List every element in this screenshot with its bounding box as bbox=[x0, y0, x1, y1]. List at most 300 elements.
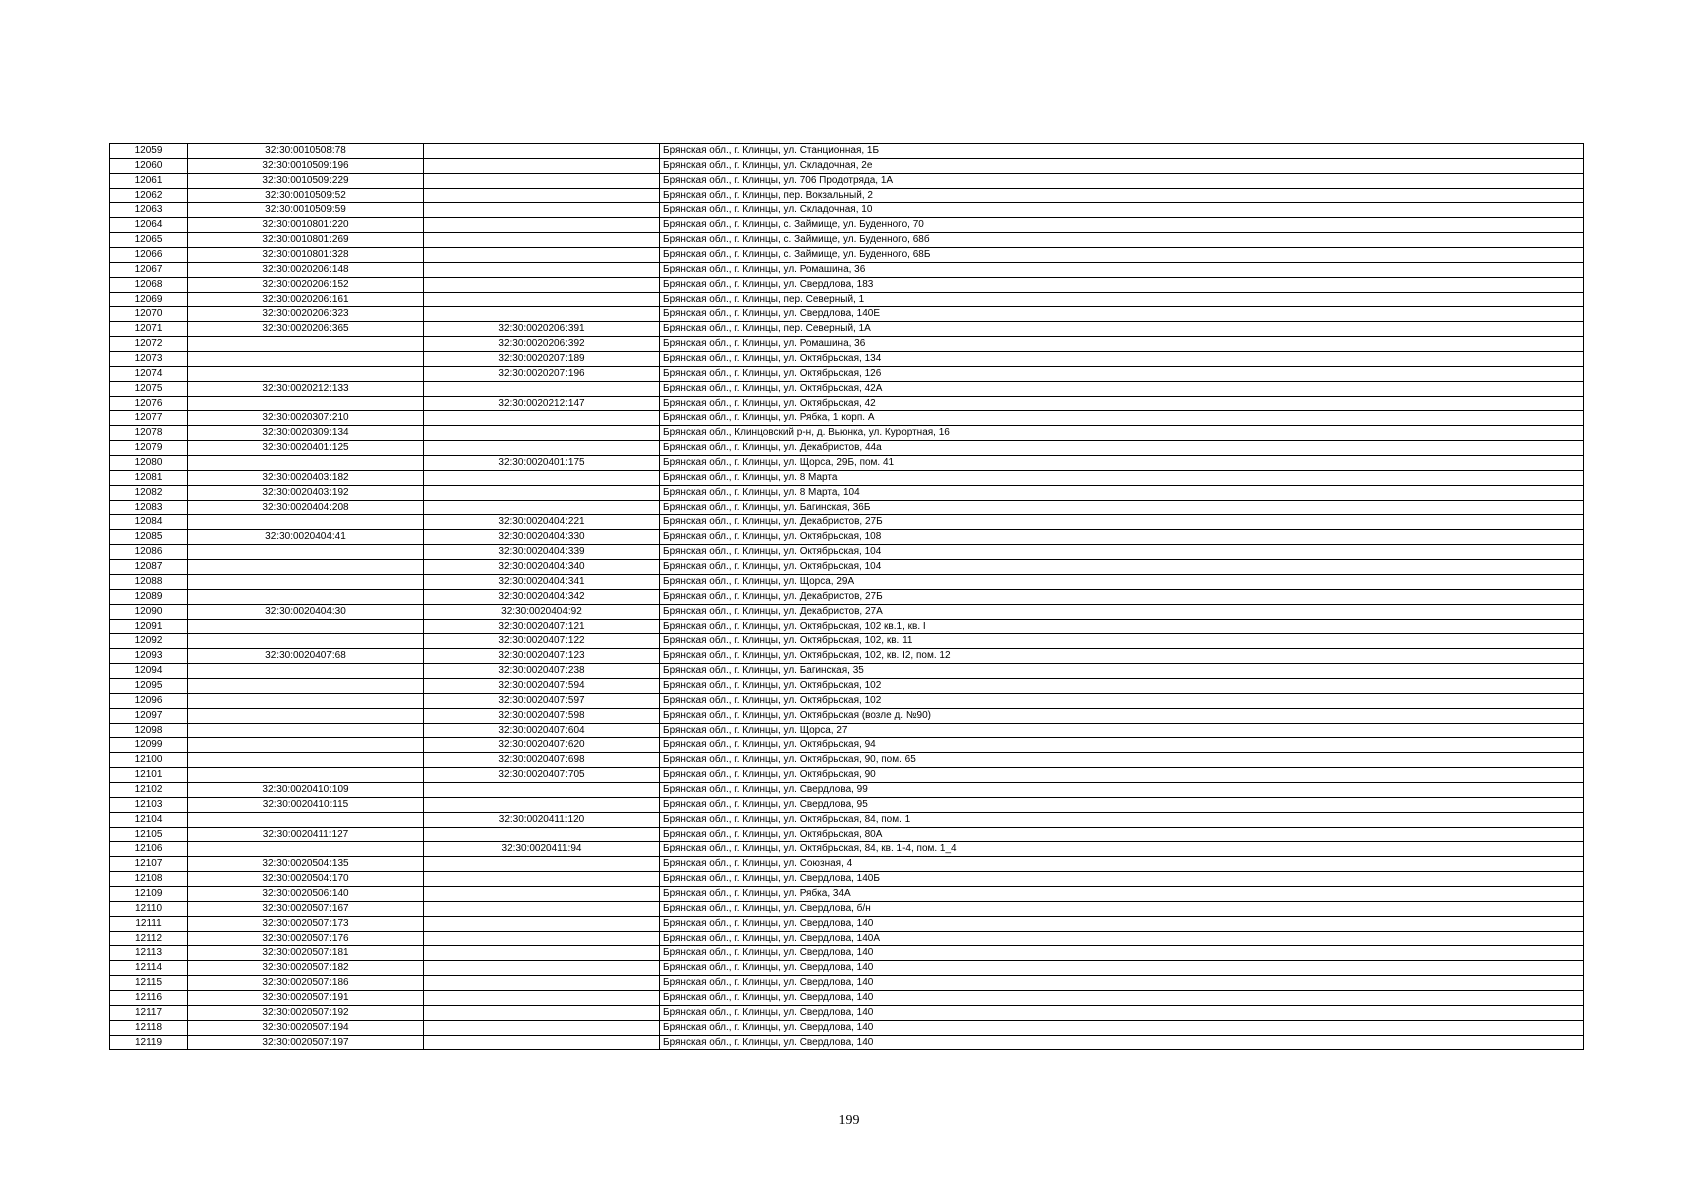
table-row bbox=[110, 381, 1584, 396]
table-row bbox=[110, 1005, 1584, 1020]
row-number-cell: 12079 bbox=[110, 441, 188, 456]
address-cell: Брянская обл., г. Клинцы, пер. Северный, 1А bbox=[660, 322, 1584, 337]
table-row bbox=[110, 515, 1584, 530]
table-row bbox=[110, 441, 1584, 456]
cadastral-number-cell: 32:30:0020507:186 bbox=[188, 976, 424, 991]
cadastral-number-cell: 32:30:0010509:59 bbox=[188, 203, 424, 218]
address-cell: Брянская обл., г. Клинцы, ул. Багинская, 36Б bbox=[660, 500, 1584, 515]
table-row bbox=[110, 500, 1584, 515]
table-row bbox=[110, 158, 1584, 173]
address-cell: Брянская обл., г. Клинцы, пер. Вокзальный, 2 bbox=[660, 188, 1584, 203]
cadastral-number-cell: 32:30:0020507:181 bbox=[188, 946, 424, 961]
address-cell: Брянская обл., г. Клинцы, ул. Свердлова, 140 bbox=[660, 916, 1584, 931]
table-row bbox=[110, 649, 1584, 664]
cadastral-number-cell bbox=[188, 708, 424, 723]
related-cadastral-number-cell bbox=[424, 277, 660, 292]
address-cell: Брянская обл., г. Клинцы, ул. Октябрьская, 80А bbox=[660, 827, 1584, 842]
address-cell: Брянская обл., г. Клинцы, ул. Свердлова, 140 bbox=[660, 961, 1584, 976]
table-row bbox=[110, 753, 1584, 768]
related-cadastral-number-cell bbox=[424, 886, 660, 901]
cadastral-number-cell: 32:30:0020507:176 bbox=[188, 931, 424, 946]
address-cell: Брянская обл., г. Клинцы, ул. Октябрьская, 102 bbox=[660, 693, 1584, 708]
row-number-cell: 12097 bbox=[110, 708, 188, 723]
address-cell: Брянская обл., г. Клинцы, ул. Свердлова, 140 bbox=[660, 1020, 1584, 1035]
row-number-cell: 12098 bbox=[110, 723, 188, 738]
table-row bbox=[110, 797, 1584, 812]
table-row bbox=[110, 678, 1584, 693]
row-number-cell: 12075 bbox=[110, 381, 188, 396]
address-cell: Брянская обл., г. Клинцы, ул. Свердлова, 140Б bbox=[660, 872, 1584, 887]
table-row bbox=[110, 188, 1584, 203]
row-number-cell: 12061 bbox=[110, 173, 188, 188]
row-number-cell: 12112 bbox=[110, 931, 188, 946]
related-cadastral-number-cell: 32:30:0020407:121 bbox=[424, 619, 660, 634]
cadastral-number-cell: 32:30:0020401:125 bbox=[188, 441, 424, 456]
related-cadastral-number-cell: 32:30:0020401:175 bbox=[424, 456, 660, 471]
table-row bbox=[110, 574, 1584, 589]
cadastral-number-cell bbox=[188, 574, 424, 589]
row-number-cell: 12090 bbox=[110, 604, 188, 619]
address-cell: Брянская обл., г. Клинцы, ул. Багинская, 35 bbox=[660, 664, 1584, 679]
cadastral-number-cell bbox=[188, 589, 424, 604]
cadastral-number-cell bbox=[188, 693, 424, 708]
related-cadastral-number-cell bbox=[424, 946, 660, 961]
table-row bbox=[110, 396, 1584, 411]
related-cadastral-number-cell: 32:30:0020407:705 bbox=[424, 768, 660, 783]
row-number-cell: 12078 bbox=[110, 426, 188, 441]
related-cadastral-number-cell bbox=[424, 292, 660, 307]
related-cadastral-number-cell: 32:30:0020411:120 bbox=[424, 812, 660, 827]
cadastral-number-cell: 32:30:0020411:127 bbox=[188, 827, 424, 842]
address-cell: Брянская обл., г. Клинцы, ул. Октябрьская, 102 кв.1, кв. I bbox=[660, 619, 1584, 634]
cadastral-number-cell: 32:30:0020507:182 bbox=[188, 961, 424, 976]
cadastral-number-cell bbox=[188, 456, 424, 471]
address-cell: Брянская обл., г. Клинцы, ул. Октябрьская, 102, кв. 11 bbox=[660, 634, 1584, 649]
cadastral-number-cell: 32:30:0020507:167 bbox=[188, 901, 424, 916]
address-cell: Брянская обл., г. Клинцы, ул. 8 Марта, 104 bbox=[660, 485, 1584, 500]
address-cell: Брянская обл., г. Клинцы, ул. Декабристов, 27Б bbox=[660, 589, 1584, 604]
table-row bbox=[110, 218, 1584, 233]
related-cadastral-number-cell bbox=[424, 441, 660, 456]
cadastral-number-cell: 32:30:0020504:170 bbox=[188, 872, 424, 887]
related-cadastral-number-cell: 32:30:0020407:597 bbox=[424, 693, 660, 708]
cadastral-number-cell: 32:30:0010508:78 bbox=[188, 144, 424, 159]
table-row bbox=[110, 693, 1584, 708]
cadastral-number-cell: 32:30:0020507:192 bbox=[188, 1005, 424, 1020]
address-cell: Брянская обл., г. Клинцы, ул. Свердлова, 140 bbox=[660, 990, 1584, 1005]
cadastral-number-cell bbox=[188, 738, 424, 753]
address-cell: Брянская обл., г. Клинцы, ул. Октябрьская, 134 bbox=[660, 352, 1584, 367]
address-cell: Брянская обл., г. Клинцы, ул. Свердлова, 99 bbox=[660, 782, 1584, 797]
table-row bbox=[110, 262, 1584, 277]
address-cell: Брянская обл., г. Клинцы, ул. Октябрьская, 102 bbox=[660, 678, 1584, 693]
row-number-cell: 12093 bbox=[110, 649, 188, 664]
row-number-cell: 12076 bbox=[110, 396, 188, 411]
cadastral-number-cell bbox=[188, 337, 424, 352]
cadastral-number-cell bbox=[188, 634, 424, 649]
row-number-cell: 12070 bbox=[110, 307, 188, 322]
row-number-cell: 12108 bbox=[110, 872, 188, 887]
cadastral-number-cell bbox=[188, 664, 424, 679]
address-cell: Брянская обл., г. Клинцы, ул. Союзная, 4 bbox=[660, 857, 1584, 872]
address-cell: Брянская обл., г. Клинцы, ул. Октябрьская, 42А bbox=[660, 381, 1584, 396]
related-cadastral-number-cell bbox=[424, 961, 660, 976]
table-row bbox=[110, 485, 1584, 500]
related-cadastral-number-cell: 32:30:0020407:698 bbox=[424, 753, 660, 768]
address-cell: Брянская обл., г. Клинцы, ул. Ромашина, 36 bbox=[660, 337, 1584, 352]
address-cell: Брянская обл., г. Клинцы, ул. Октябрьская, 94 bbox=[660, 738, 1584, 753]
related-cadastral-number-cell bbox=[424, 470, 660, 485]
address-cell: Брянская обл., г. Клинцы, ул. Рябка, 1 корп. А bbox=[660, 411, 1584, 426]
cadastral-number-cell: 32:30:0020507:197 bbox=[188, 1035, 424, 1050]
table-row bbox=[110, 946, 1584, 961]
row-number-cell: 12081 bbox=[110, 470, 188, 485]
row-number-cell: 12085 bbox=[110, 530, 188, 545]
address-cell: Брянская обл., г. Клинцы, ул. Свердлова, б/н bbox=[660, 901, 1584, 916]
related-cadastral-number-cell: 32:30:0020407:620 bbox=[424, 738, 660, 753]
row-number-cell: 12111 bbox=[110, 916, 188, 931]
row-number-cell: 12066 bbox=[110, 248, 188, 263]
row-number-cell: 12101 bbox=[110, 768, 188, 783]
row-number-cell: 12082 bbox=[110, 485, 188, 500]
table-row bbox=[110, 812, 1584, 827]
address-cell: Брянская обл., г. Клинцы, ул. Ромашина, 36 bbox=[660, 262, 1584, 277]
table-row bbox=[110, 352, 1584, 367]
related-cadastral-number-cell bbox=[424, 158, 660, 173]
row-number-cell: 12083 bbox=[110, 500, 188, 515]
registry-table bbox=[109, 143, 1584, 1050]
cadastral-number-cell: 32:30:0020507:194 bbox=[188, 1020, 424, 1035]
address-cell: Брянская обл., г. Клинцы, ул. Рябка, 34А bbox=[660, 886, 1584, 901]
row-number-cell: 12087 bbox=[110, 560, 188, 575]
table-row bbox=[110, 619, 1584, 634]
cadastral-number-cell bbox=[188, 515, 424, 530]
table-row bbox=[110, 411, 1584, 426]
cadastral-number-cell: 32:30:0010801:328 bbox=[188, 248, 424, 263]
row-number-cell: 12072 bbox=[110, 337, 188, 352]
address-cell: Брянская обл., г. Клинцы, ул. Свердлова, 140 bbox=[660, 1035, 1584, 1050]
table-row bbox=[110, 857, 1584, 872]
related-cadastral-number-cell bbox=[424, 233, 660, 248]
table-row bbox=[110, 872, 1584, 887]
related-cadastral-number-cell bbox=[424, 990, 660, 1005]
address-cell: Брянская обл., г. Клинцы, ул. Декабристов, 44а bbox=[660, 441, 1584, 456]
row-number-cell: 12117 bbox=[110, 1005, 188, 1020]
related-cadastral-number-cell: 32:30:0020206:392 bbox=[424, 337, 660, 352]
address-cell: Брянская обл., г. Клинцы, с. Займище, ул. Буденного, 70 bbox=[660, 218, 1584, 233]
cadastral-number-cell: 32:30:0020307:210 bbox=[188, 411, 424, 426]
table-row bbox=[110, 456, 1584, 471]
cadastral-number-cell: 32:30:0020506:140 bbox=[188, 886, 424, 901]
table-row bbox=[110, 366, 1584, 381]
related-cadastral-number-cell: 32:30:0020404:330 bbox=[424, 530, 660, 545]
cadastral-number-cell bbox=[188, 560, 424, 575]
cadastral-number-cell: 32:30:0020212:133 bbox=[188, 381, 424, 396]
address-cell: Брянская обл., г. Клинцы, ул. Станционная, 1Б bbox=[660, 144, 1584, 159]
cadastral-number-cell bbox=[188, 768, 424, 783]
row-number-cell: 12106 bbox=[110, 842, 188, 857]
row-number-cell: 12096 bbox=[110, 693, 188, 708]
row-number-cell: 12074 bbox=[110, 366, 188, 381]
address-cell: Брянская обл., г. Клинцы, ул. Октябрьская, 126 bbox=[660, 366, 1584, 381]
registry-table-body bbox=[110, 144, 1584, 1050]
related-cadastral-number-cell: 32:30:0020207:196 bbox=[424, 366, 660, 381]
related-cadastral-number-cell bbox=[424, 1020, 660, 1035]
related-cadastral-number-cell bbox=[424, 782, 660, 797]
row-number-cell: 12063 bbox=[110, 203, 188, 218]
row-number-cell: 12067 bbox=[110, 262, 188, 277]
related-cadastral-number-cell bbox=[424, 262, 660, 277]
related-cadastral-number-cell: 32:30:0020404:92 bbox=[424, 604, 660, 619]
cadastral-number-cell: 32:30:0020410:115 bbox=[188, 797, 424, 812]
cadastral-number-cell: 32:30:0010509:52 bbox=[188, 188, 424, 203]
row-number-cell: 12073 bbox=[110, 352, 188, 367]
cadastral-number-cell: 32:30:0020309:134 bbox=[188, 426, 424, 441]
address-cell: Брянская обл., г. Клинцы, ул. Свердлова, 183 bbox=[660, 277, 1584, 292]
related-cadastral-number-cell: 32:30:0020407:594 bbox=[424, 678, 660, 693]
row-number-cell: 12095 bbox=[110, 678, 188, 693]
row-number-cell: 12077 bbox=[110, 411, 188, 426]
table-row bbox=[110, 560, 1584, 575]
address-cell: Брянская обл., г. Клинцы, ул. Октябрьская, 84, кв. 1-4, пом. 1_4 bbox=[660, 842, 1584, 857]
related-cadastral-number-cell bbox=[424, 931, 660, 946]
row-number-cell: 12109 bbox=[110, 886, 188, 901]
related-cadastral-number-cell bbox=[424, 857, 660, 872]
cadastral-number-cell bbox=[188, 723, 424, 738]
row-number-cell: 12069 bbox=[110, 292, 188, 307]
address-cell: Брянская обл., г. Клинцы, ул. Октябрьская, 104 bbox=[660, 560, 1584, 575]
cadastral-number-cell: 32:30:0020404:208 bbox=[188, 500, 424, 515]
cadastral-number-cell: 32:30:0020206:323 bbox=[188, 307, 424, 322]
table-row bbox=[110, 782, 1584, 797]
row-number-cell: 12099 bbox=[110, 738, 188, 753]
row-number-cell: 12114 bbox=[110, 961, 188, 976]
related-cadastral-number-cell bbox=[424, 1035, 660, 1050]
related-cadastral-number-cell bbox=[424, 411, 660, 426]
related-cadastral-number-cell bbox=[424, 485, 660, 500]
address-cell: Брянская обл., Клинцовский р-н, д. Вьюнка, ул. Курортная, 16 bbox=[660, 426, 1584, 441]
address-cell: Брянская обл., г. Клинцы, ул. Октябрьская, 102, кв. I2, пом. 12 bbox=[660, 649, 1584, 664]
related-cadastral-number-cell: 32:30:0020407:122 bbox=[424, 634, 660, 649]
address-cell: Брянская обл., г. Клинцы, ул. Октябрьская, 108 bbox=[660, 530, 1584, 545]
table-row bbox=[110, 292, 1584, 307]
cadastral-number-cell bbox=[188, 619, 424, 634]
table-row bbox=[110, 144, 1584, 159]
row-number-cell: 12059 bbox=[110, 144, 188, 159]
address-cell: Брянская обл., г. Клинцы, ул. Свердлова, 140Е bbox=[660, 307, 1584, 322]
cadastral-number-cell: 32:30:0020206:152 bbox=[188, 277, 424, 292]
table-row bbox=[110, 664, 1584, 679]
address-cell: Брянская обл., г. Клинцы, ул. Щорса, 27 bbox=[660, 723, 1584, 738]
cadastral-number-cell: 32:30:0020507:173 bbox=[188, 916, 424, 931]
cadastral-number-cell: 32:30:0010509:196 bbox=[188, 158, 424, 173]
address-cell: Брянская обл., г. Клинцы, ул. Октябрьская, 42 bbox=[660, 396, 1584, 411]
cadastral-number-cell: 32:30:0010801:269 bbox=[188, 233, 424, 248]
row-number-cell: 12107 bbox=[110, 857, 188, 872]
address-cell: Брянская обл., г. Клинцы, ул. Октябрьская, 104 bbox=[660, 545, 1584, 560]
cadastral-number-cell: 32:30:0020403:192 bbox=[188, 485, 424, 500]
row-number-cell: 12104 bbox=[110, 812, 188, 827]
address-cell: Брянская обл., г. Клинцы, пер. Северный, 1 bbox=[660, 292, 1584, 307]
related-cadastral-number-cell: 32:30:0020206:391 bbox=[424, 322, 660, 337]
table-row bbox=[110, 768, 1584, 783]
table-row bbox=[110, 842, 1584, 857]
address-cell: Брянская обл., г. Клинцы, ул. Октябрьская, 90, пом. 65 bbox=[660, 753, 1584, 768]
address-cell: Брянская обл., г. Клинцы, ул. Октябрьская (возле д. №90) bbox=[660, 708, 1584, 723]
cadastral-number-cell: 32:30:0020407:68 bbox=[188, 649, 424, 664]
address-cell: Брянская обл., г. Клинцы, ул. Декабристов, 27А bbox=[660, 604, 1584, 619]
cadastral-number-cell: 32:30:0020504:135 bbox=[188, 857, 424, 872]
row-number-cell: 12102 bbox=[110, 782, 188, 797]
related-cadastral-number-cell: 32:30:0020207:189 bbox=[424, 352, 660, 367]
cadastral-number-cell: 32:30:0020410:109 bbox=[188, 782, 424, 797]
cadastral-number-cell bbox=[188, 842, 424, 857]
related-cadastral-number-cell bbox=[424, 203, 660, 218]
cadastral-number-cell: 32:30:0020404:30 bbox=[188, 604, 424, 619]
table-row bbox=[110, 426, 1584, 441]
address-cell: Брянская обл., г. Клинцы, с. Займище, ул. Буденного, 68б bbox=[660, 233, 1584, 248]
cadastral-number-cell: 32:30:0020403:182 bbox=[188, 470, 424, 485]
table-row bbox=[110, 322, 1584, 337]
table-row bbox=[110, 604, 1584, 619]
related-cadastral-number-cell: 32:30:0020407:604 bbox=[424, 723, 660, 738]
address-cell: Брянская обл., г. Клинцы, ул. Свердлова, 140 bbox=[660, 946, 1584, 961]
table-row bbox=[110, 738, 1584, 753]
address-cell: Брянская обл., г. Клинцы, ул. Щорса, 29А bbox=[660, 574, 1584, 589]
address-cell: Брянская обл., г. Клинцы, ул. Складочная, 2е bbox=[660, 158, 1584, 173]
related-cadastral-number-cell bbox=[424, 500, 660, 515]
row-number-cell: 12118 bbox=[110, 1020, 188, 1035]
row-number-cell: 12119 bbox=[110, 1035, 188, 1050]
table-row bbox=[110, 277, 1584, 292]
address-cell: Брянская обл., г. Клинцы, ул. Свердлова, 140А bbox=[660, 931, 1584, 946]
table-row bbox=[110, 248, 1584, 263]
related-cadastral-number-cell: 32:30:0020404:339 bbox=[424, 545, 660, 560]
cadastral-number-cell: 32:30:0020206:365 bbox=[188, 322, 424, 337]
row-number-cell: 12064 bbox=[110, 218, 188, 233]
row-number-cell: 12088 bbox=[110, 574, 188, 589]
related-cadastral-number-cell: 32:30:0020407:598 bbox=[424, 708, 660, 723]
related-cadastral-number-cell bbox=[424, 307, 660, 322]
related-cadastral-number-cell: 32:30:0020407:123 bbox=[424, 649, 660, 664]
cadastral-number-cell: 32:30:0020404:41 bbox=[188, 530, 424, 545]
row-number-cell: 12065 bbox=[110, 233, 188, 248]
cadastral-number-cell bbox=[188, 545, 424, 560]
cadastral-number-cell: 32:30:0010509:229 bbox=[188, 173, 424, 188]
table-row bbox=[110, 916, 1584, 931]
row-number-cell: 12110 bbox=[110, 901, 188, 916]
cadastral-number-cell bbox=[188, 753, 424, 768]
table-row bbox=[110, 723, 1584, 738]
related-cadastral-number-cell: 32:30:0020404:341 bbox=[424, 574, 660, 589]
address-cell: Брянская обл., г. Клинцы, ул. Свердлова, 95 bbox=[660, 797, 1584, 812]
cadastral-number-cell: 32:30:0020206:148 bbox=[188, 262, 424, 277]
cadastral-number-cell: 32:30:0020206:161 bbox=[188, 292, 424, 307]
table-row bbox=[110, 1020, 1584, 1035]
row-number-cell: 12086 bbox=[110, 545, 188, 560]
row-number-cell: 12089 bbox=[110, 589, 188, 604]
row-number-cell: 12115 bbox=[110, 976, 188, 991]
related-cadastral-number-cell bbox=[424, 1005, 660, 1020]
address-cell: Брянская обл., г. Клинцы, ул. Свердлова, 140 bbox=[660, 976, 1584, 991]
address-cell: Брянская обл., г. Клинцы, ул. Октябрьская, 84, пом. 1 bbox=[660, 812, 1584, 827]
table-row bbox=[110, 233, 1584, 248]
row-number-cell: 12103 bbox=[110, 797, 188, 812]
address-cell: Брянская обл., г. Клинцы, ул. Щорса, 29Б, пом. 41 bbox=[660, 456, 1584, 471]
address-cell: Брянская обл., г. Клинцы, ул. 706 Продотряда, 1А bbox=[660, 173, 1584, 188]
row-number-cell: 12080 bbox=[110, 456, 188, 471]
row-number-cell: 12094 bbox=[110, 664, 188, 679]
address-cell: Брянская обл., г. Клинцы, ул. 8 Марта bbox=[660, 470, 1584, 485]
related-cadastral-number-cell bbox=[424, 173, 660, 188]
related-cadastral-number-cell bbox=[424, 218, 660, 233]
page-number: 199 bbox=[838, 1113, 860, 1128]
related-cadastral-number-cell bbox=[424, 426, 660, 441]
table-row bbox=[110, 173, 1584, 188]
table-row bbox=[110, 634, 1584, 649]
row-number-cell: 12060 bbox=[110, 158, 188, 173]
cadastral-number-cell bbox=[188, 352, 424, 367]
address-cell: Брянская обл., г. Клинцы, ул. Складочная, 10 bbox=[660, 203, 1584, 218]
related-cadastral-number-cell: 32:30:0020411:94 bbox=[424, 842, 660, 857]
row-number-cell: 12100 bbox=[110, 753, 188, 768]
row-number-cell: 12116 bbox=[110, 990, 188, 1005]
table-row bbox=[110, 1035, 1584, 1050]
row-number-cell: 12071 bbox=[110, 322, 188, 337]
cadastral-number-cell bbox=[188, 366, 424, 381]
table-row bbox=[110, 901, 1584, 916]
row-number-cell: 12062 bbox=[110, 188, 188, 203]
related-cadastral-number-cell: 32:30:0020212:147 bbox=[424, 396, 660, 411]
row-number-cell: 12105 bbox=[110, 827, 188, 842]
table-row bbox=[110, 589, 1584, 604]
related-cadastral-number-cell bbox=[424, 381, 660, 396]
row-number-cell: 12113 bbox=[110, 946, 188, 961]
address-cell: Брянская обл., г. Клинцы, ул. Свердлова, 140 bbox=[660, 1005, 1584, 1020]
related-cadastral-number-cell bbox=[424, 901, 660, 916]
related-cadastral-number-cell: 32:30:0020407:238 bbox=[424, 664, 660, 679]
related-cadastral-number-cell: 32:30:0020404:342 bbox=[424, 589, 660, 604]
cadastral-number-cell bbox=[188, 678, 424, 693]
row-number-cell: 12084 bbox=[110, 515, 188, 530]
related-cadastral-number-cell bbox=[424, 248, 660, 263]
table-row bbox=[110, 990, 1584, 1005]
related-cadastral-number-cell bbox=[424, 797, 660, 812]
table-row bbox=[110, 886, 1584, 901]
table-row bbox=[110, 545, 1584, 560]
table-row bbox=[110, 931, 1584, 946]
address-cell: Брянская обл., г. Клинцы, с. Займище, ул. Буденного, 68Б bbox=[660, 248, 1584, 263]
cadastral-number-cell bbox=[188, 396, 424, 411]
table-row bbox=[110, 337, 1584, 352]
table-row bbox=[110, 708, 1584, 723]
table-row bbox=[110, 470, 1584, 485]
registry-table-container bbox=[109, 143, 1584, 1050]
address-cell: Брянская обл., г. Клинцы, ул. Декабристов, 27Б bbox=[660, 515, 1584, 530]
cadastral-number-cell bbox=[188, 812, 424, 827]
related-cadastral-number-cell: 32:30:0020404:340 bbox=[424, 560, 660, 575]
related-cadastral-number-cell bbox=[424, 144, 660, 159]
table-row bbox=[110, 827, 1584, 842]
related-cadastral-number-cell bbox=[424, 188, 660, 203]
cadastral-number-cell: 32:30:0020507:191 bbox=[188, 990, 424, 1005]
related-cadastral-number-cell bbox=[424, 872, 660, 887]
related-cadastral-number-cell bbox=[424, 976, 660, 991]
row-number-cell: 12091 bbox=[110, 619, 188, 634]
cadastral-number-cell: 32:30:0010801:220 bbox=[188, 218, 424, 233]
address-cell: Брянская обл., г. Клинцы, ул. Октябрьская, 90 bbox=[660, 768, 1584, 783]
row-number-cell: 12068 bbox=[110, 277, 188, 292]
